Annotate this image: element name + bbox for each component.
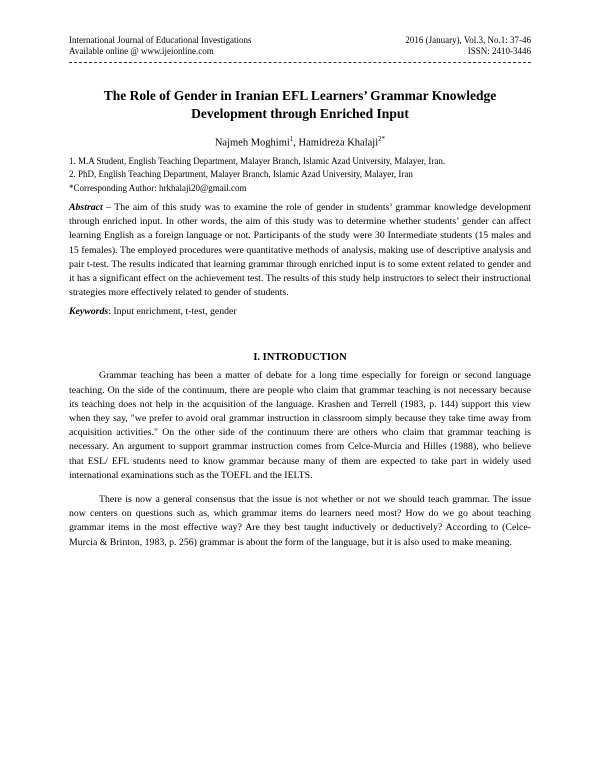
header-right [405, 35, 531, 57]
section-heading: I. INTRODUCTION [253, 352, 347, 364]
affiliations [69, 155, 531, 196]
author-separator: , [293, 137, 299, 149]
abstract-text: – The aim of this study was to examine the role of gender in students’ grammar knowledge development through enriched input. In other words, the aim of this study was to determine whether students’ gender can affect learning English as a foreign language or not. Participants of the study were 30 Intermediate students (15 males and 15 females). The employed procedures were quantitative methods of analysis, making use of descriptive analysis and pair t-test. The results indicated that learning grammar through enriched input is to some extent related to gender and it has a significant effect on the achievement test. The results of this study help instructors to select their instructional strategies more effectively related to gender of students. [69, 202, 531, 299]
header-left [69, 35, 251, 57]
availability-line: Available online @ www.ijeionline.com [69, 46, 214, 56]
paper-title: The Role of Gender in Iranian EFL Learners’ Grammar Knowledge Development through Enriched Input [103, 88, 497, 121]
body-paragraph: There is now a general consensus that the issue is not whether or not we should teach grammar. The issue now centers on questions such as, which grammar items do learners need most? How do we go about teaching grammar items in the most effective way? Are they best taught inductively or deductively? According to (Celce-Murcia & Brinton, 1983, p. 256) grammar is about the form of the language, but it is also used to make meaning. [69, 494, 531, 548]
abstract-label: Abstract [69, 202, 103, 213]
keywords-label: Keywords [69, 306, 109, 318]
affiliation-2: 2. PhD, English Teaching Department, Malayer Branch, Islamic Azad University, Malayer, Iran [69, 169, 413, 179]
corresponding-author: *Corresponding Author: hrkhalaji20@gmail.com [69, 182, 247, 193]
keywords-text: : Input enrichment, t-test, gender [108, 306, 237, 318]
running-header [69, 35, 531, 57]
author-mark: 2* [378, 135, 386, 143]
keywords [69, 306, 531, 317]
author-name: Najmeh Moghimi [214, 137, 290, 149]
paper-page [69, 35, 531, 550]
journal-name: International Journal of Educational Investigations [69, 35, 252, 45]
body-paragraph: Grammar teaching has been a matter of debate for a long time especially for foreign or second language teaching. On the side of the continuum, there are people who claim that grammar teaching is not necessary because its teaching does not help in the acquisition of the language. Krashen and Terrell (1983, p. 144) support this view when they say, "we prefer to avoid oral grammar instruction in classroom simply because they take time away from acquisition activities." On the other side of the continuum there are others who claim that grammar teaching is necessary. An argument to support grammar instruction comes from Celce-Murcia and Hilles (1988), who believe that ESL/ EFL students need to know grammar because many of them are expected to take part in widely used international examinations such as the TOEFL and the IELTS. [69, 370, 531, 481]
issue-info: 2016 (January), Vol.3, No.1: 37-46 [405, 35, 531, 45]
abstract [69, 201, 531, 300]
author-name: Hamidreza Khalaji [298, 137, 379, 149]
affiliation-1: 1. M.A Student, English Teaching Department, Malayer Branch, Islamic Azad University, Malayer, Iran. [69, 155, 446, 166]
author-mark: 1 [289, 135, 294, 143]
author-line [69, 135, 531, 149]
issn: ISSN: 2410-3446 [467, 46, 531, 56]
header-divider [69, 62, 531, 63]
